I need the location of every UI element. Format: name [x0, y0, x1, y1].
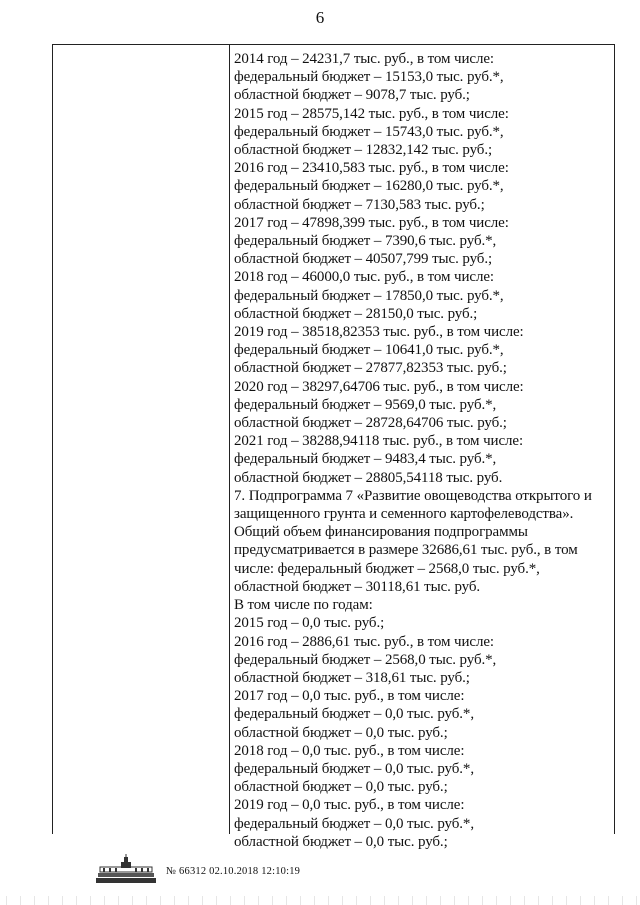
scan-edge	[0, 896, 640, 905]
text-line: областной бюджет – 7130,583 тыс. руб.;	[234, 196, 485, 213]
text-line: областной бюджет – 27877,82353 тыс. руб.;	[234, 360, 507, 377]
text-line: числе: федеральный бюджет – 2568,0 тыс. руб.*,	[234, 560, 540, 577]
text-line: федеральный бюджет – 15153,0 тыс. руб.*,	[234, 69, 504, 86]
text-line: федеральный бюджет – 9569,0 тыс. руб.*,	[234, 396, 497, 413]
text-line: 2017 год – 0,0 тыс. руб., в том числе:	[234, 688, 465, 705]
text-line: областной бюджет – 0,0 тыс. руб.;	[234, 779, 448, 796]
text-line: В том числе по годам:	[234, 597, 373, 614]
text-line: федеральный бюджет – 7390,6 тыс. руб.*,	[234, 233, 497, 250]
text-line: 2016 год – 23410,583 тыс. руб., в том числе:	[234, 160, 509, 177]
text-line: областной бюджет – 9078,7 тыс. руб.;	[234, 87, 470, 104]
text-line: федеральный бюджет – 0,0 тыс. руб.*,	[234, 706, 474, 723]
text-line: областной бюджет – 28805,54118 тыс. руб.	[234, 469, 503, 486]
text-line: областной бюджет – 30118,61 тыс. руб.	[234, 578, 481, 595]
page-footer	[94, 854, 494, 884]
text-line: 2017 год – 47898,399 тыс. руб., в том числе:	[234, 214, 509, 231]
text-line: областной бюджет – 40507,799 тыс. руб.;	[234, 251, 493, 268]
text-line: защищенного грунта и семенного картофелеводства».	[234, 506, 574, 523]
text-line: областной бюджет – 0,0 тыс. руб.;	[234, 833, 448, 850]
text-line: 2019 год – 0,0 тыс. руб., в том числе:	[234, 797, 465, 814]
text-line: федеральный бюджет – 2568,0 тыс. руб.*,	[234, 651, 497, 668]
text-line: 2020 год – 38297,64706 тыс. руб., в том числе:	[234, 378, 524, 395]
text-line: 2018 год – 46000,0 тыс. руб., в том числе:	[234, 269, 494, 286]
text-line: 2019 год – 38518,82353 тыс. руб., в том числе:	[234, 324, 524, 341]
text-line: федеральный бюджет – 0,0 тыс. руб.*,	[234, 815, 474, 832]
registration-stamp: № 66312 02.10.2018 12:10:19	[166, 866, 301, 877]
text-line: федеральный бюджет – 15743,0 тыс. руб.*,	[234, 123, 504, 140]
building-logo-icon	[94, 854, 158, 884]
text-line: федеральный бюджет – 17850,0 тыс. руб.*,	[234, 287, 504, 304]
text-line: федеральный бюджет – 16280,0 тыс. руб.*,	[234, 178, 504, 195]
text-line: 2015 год – 28575,142 тыс. руб., в том числе:	[234, 105, 509, 122]
text-line: предусматривается в размере 32686,61 тыс. руб., в том	[234, 542, 578, 559]
text-line: 2016 год – 2886,61 тыс. руб., в том числе:	[234, 633, 494, 650]
page-number: 6	[315, 8, 325, 27]
text-line: 2021 год – 38288,94118 тыс. руб., в том числе:	[234, 433, 524, 450]
table-column-divider	[229, 44, 230, 834]
text-line: федеральный бюджет – 0,0 тыс. руб.*,	[234, 760, 474, 777]
text-line: федеральный бюджет – 10641,0 тыс. руб.*,	[234, 342, 504, 359]
text-line: 2018 год – 0,0 тыс. руб., в том числе:	[234, 742, 465, 759]
text-line: 7. Подпрограмма 7 «Развитие овощеводства открытого и	[234, 487, 592, 504]
text-line: областной бюджет – 12832,142 тыс. руб.;	[234, 142, 493, 159]
table-right-cell	[234, 50, 610, 851]
text-line: 2015 год – 0,0 тыс. руб.;	[234, 615, 385, 632]
text-line: областной бюджет – 28150,0 тыс. руб.;	[234, 305, 478, 322]
text-line: областной бюджет – 0,0 тыс. руб.;	[234, 724, 448, 741]
text-line: областной бюджет – 318,61 тыс. руб.;	[234, 669, 470, 686]
text-line: 2014 год – 24231,7 тыс. руб., в том числе:	[234, 51, 494, 67]
text-line: федеральный бюджет – 9483,4 тыс. руб.*,	[234, 451, 497, 468]
text-line: Общий объем финансирования подпрограммы	[234, 524, 528, 541]
text-line: областной бюджет – 28728,64706 тыс. руб.;	[234, 415, 507, 432]
